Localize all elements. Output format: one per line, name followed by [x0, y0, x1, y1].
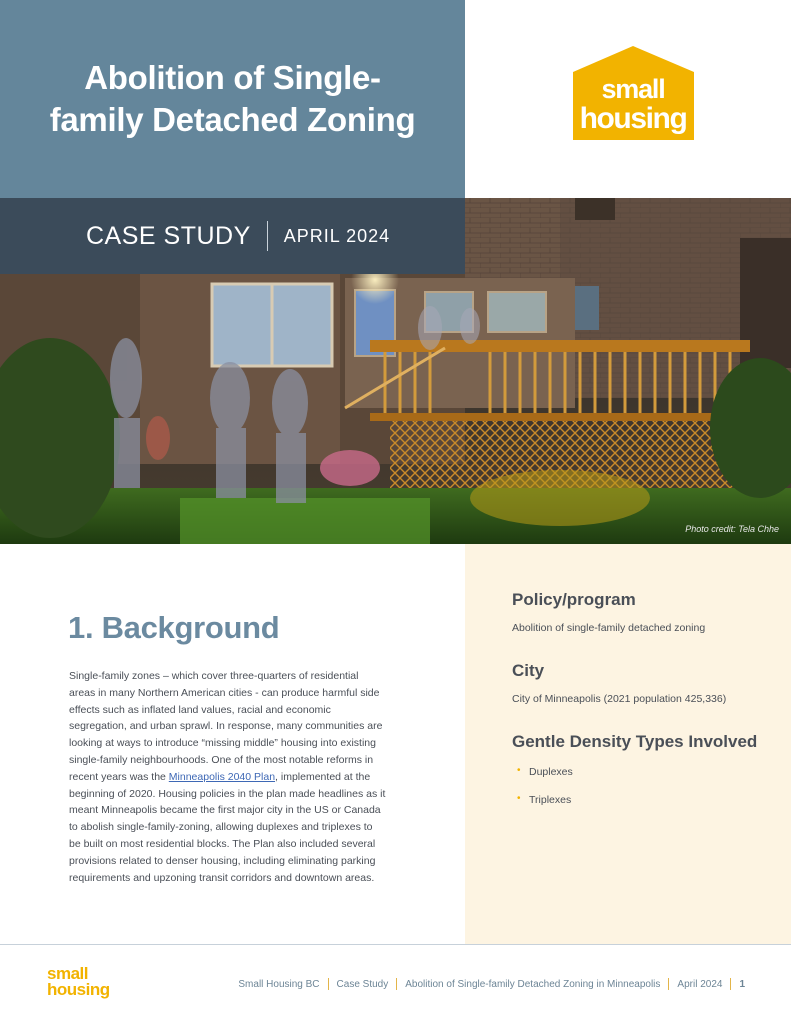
footer-divider — [0, 944, 791, 945]
footer-logo — [47, 966, 110, 998]
footer-separator — [730, 978, 731, 990]
background-text-start: Single-family zones – which cover three-quarters of residential areas in many Northern American cities - can produce harmful side effects such as inflated land values, racial and economic segregation, and urban sprawl. In response, many communities are looking at ways to introduce “missing middle” housing into existing single-family neighbourhoods. One of the most notable reforms in recent years was the — [69, 670, 383, 783]
list-item — [512, 794, 772, 806]
page-number: 1 — [739, 978, 745, 990]
logo-word-small: small — [601, 74, 665, 104]
footer-info — [238, 978, 745, 990]
case-study-date: APRIL 2024 — [283, 225, 391, 246]
title-block — [0, 0, 465, 198]
case-study-label: CASE STUDY — [86, 221, 251, 250]
minneapolis-plan-link[interactable]: Minneapolis 2040 Plan — [168, 770, 276, 783]
footer-logo-small: small — [47, 964, 88, 983]
bullet-icon: • — [517, 765, 521, 776]
page-title: Abolition of Single-family Detached Zoning — [49, 59, 416, 138]
bullet-icon: • — [517, 793, 521, 804]
sidebar-content — [512, 590, 772, 822]
footer-separator — [328, 978, 329, 990]
small-housing-logo — [573, 46, 694, 140]
case-study-band — [0, 198, 465, 274]
footer-date: April 2024 — [677, 978, 723, 990]
info-sidebar — [465, 544, 791, 944]
footer-doc-title: Abolition of Single-family Detached Zoning in Minneapolis — [405, 978, 661, 990]
band-divider — [267, 221, 268, 251]
photo-credit: Photo credit: Tela Chhe — [685, 524, 779, 534]
density-types-list — [512, 766, 772, 806]
background-heading: 1. Background — [68, 610, 280, 645]
density-type-label: Triplexes — [529, 794, 572, 806]
footer-org: Small Housing BC — [238, 978, 320, 990]
background-paragraph — [69, 668, 387, 886]
policy-text: Abolition of single-family detached zoning — [512, 622, 706, 634]
footer-separator — [396, 978, 397, 990]
footer-doc-type: Case Study — [336, 978, 389, 990]
house-logo-icon — [573, 46, 694, 140]
footer-separator — [668, 978, 669, 990]
density-types-heading: Gentle Density Types Involved — [512, 732, 758, 751]
footer-logo-housing: housing — [47, 980, 110, 999]
city-text: City of Minneapolis (2021 population 425,336) — [512, 693, 727, 705]
density-type-label: Duplexes — [529, 766, 573, 778]
city-heading: City — [512, 661, 545, 680]
list-item — [512, 766, 772, 778]
background-text-end: , implemented at the beginning of 2020. Housing policies in the plan made headlines as it meant Minneapolis became the first major city in the US or Canada to abolish single-family-zoning, allowing duplexes and triplexes to be built on most residential blocks. The Plan also included several provisions related to denser housing, including eliminating parking requirements and upzoning transit corridors and downtown areas. — [69, 770, 386, 884]
policy-heading: Policy/program — [512, 590, 636, 609]
logo-word-housing: housing — [579, 102, 687, 135]
